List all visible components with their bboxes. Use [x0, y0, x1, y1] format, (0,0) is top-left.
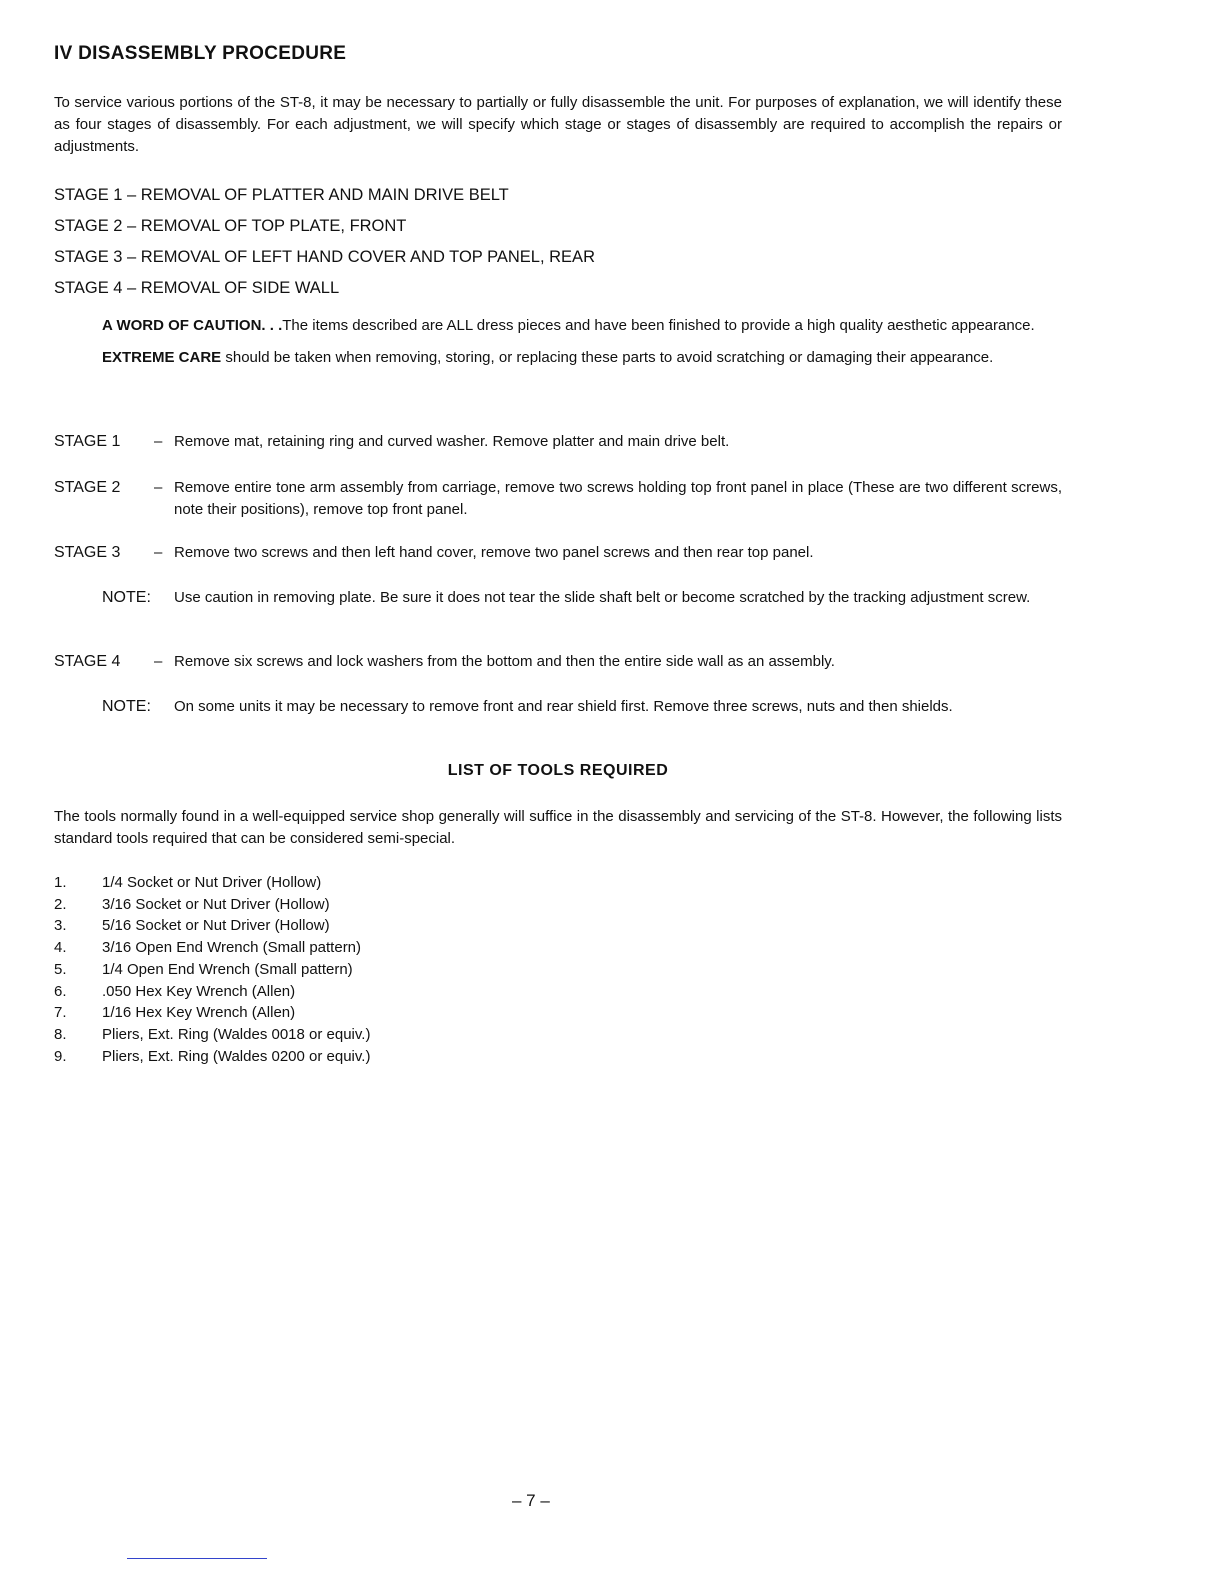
caution-lead: A WORD OF CAUTION. . .: [102, 317, 283, 334]
list-item: [54, 959, 370, 981]
step-text: Remove entire tone arm assembly from carriage, remove two screws holding top front panel in place (These are two different screws, note their positions), remove top front panel.: [174, 479, 1062, 518]
stage-heading: STAGE 4 – REMOVAL OF SIDE WALL: [54, 279, 340, 297]
list-item-number: 2.: [54, 895, 67, 913]
list-item: [54, 1002, 370, 1024]
step-dash: –: [154, 544, 163, 561]
list-item: [54, 894, 370, 916]
step-text: Remove two screws and then left hand cover, remove two panel screws and then rear top panel.: [174, 544, 814, 561]
stage-heading: STAGE 1 – REMOVAL OF PLATTER AND MAIN DRIVE BELT: [54, 186, 509, 204]
stage-heading: STAGE 3 – REMOVAL OF LEFT HAND COVER AND TOP PANEL, REAR: [54, 248, 595, 266]
step-text: Remove six screws and lock washers from the bottom and then the entire side wall as an assembly.: [174, 653, 835, 670]
list-item-text: 1/4 Open End Wrench (Small pattern): [102, 960, 353, 978]
list-item: [54, 872, 370, 894]
list-item-number: 6.: [54, 982, 67, 1000]
step-text: Remove mat, retaining ring and curved washer. Remove platter and main drive belt.: [174, 433, 730, 450]
list-item-text: 1/4 Socket or Nut Driver (Hollow): [102, 874, 322, 891]
stages-list: [54, 180, 595, 304]
list-item-number: 1.: [54, 874, 67, 891]
list-item: [54, 1024, 370, 1046]
list-item-number: 7.: [54, 1004, 67, 1022]
list-item: [54, 915, 370, 937]
page-number: – 7 –: [512, 1491, 550, 1510]
list-item-text: Pliers, Ext. Ring (Waldes 0018 or equiv.): [102, 1025, 371, 1043]
stage-step: [54, 477, 1062, 521]
extreme-care-paragraph: [102, 347, 1062, 369]
note-text: Use caution in removing plate. Be sure it does not tear the slide shaft belt or become scratched by the tracking adjustment screw.: [174, 589, 1031, 606]
caution-block: [102, 315, 1062, 379]
step-label: STAGE 4: [54, 653, 121, 670]
stage-step: [54, 542, 1062, 564]
list-item-number: 9.: [54, 1047, 67, 1065]
note-text: On some units it may be necessary to remove front and rear shield first. Remove three screws, nuts and then shields.: [174, 698, 953, 715]
list-item-number: 5.: [54, 960, 67, 978]
step-label: STAGE 2: [54, 479, 121, 496]
section-title: IV DISASSEMBLY PROCEDURE: [54, 43, 347, 64]
list-item-text: 3/16 Socket or Nut Driver (Hollow): [102, 895, 330, 913]
list-item-text: 1/16 Hex Key Wrench (Allen): [102, 1004, 296, 1022]
tools-intro-paragraph: The tools normally found in a well-equipped service shop generally will suffice in the disassembly and servicing of the ST-8. However, the following lists standard tools required that can be considered semi-special.: [54, 808, 1062, 847]
step-label: STAGE 1: [54, 433, 121, 450]
extreme-care-text: should be taken when removing, storing, or replacing these parts to avoid scratching or damaging their appearance.: [221, 349, 994, 366]
list-item-number: 8.: [54, 1025, 67, 1043]
stage-heading: STAGE 2 – REMOVAL OF TOP PLATE, FRONT: [54, 217, 407, 235]
list-item: [54, 937, 370, 959]
list-item-text: Pliers, Ext. Ring (Waldes 0200 or equiv.): [102, 1047, 371, 1065]
note-label: NOTE:: [102, 698, 151, 715]
caution-paragraph: [102, 315, 1062, 337]
caution-text: The items described are ALL dress pieces and have been finished to provide a high quality aesthetic appearance.: [282, 317, 1035, 334]
note-label: NOTE:: [102, 589, 151, 606]
list-item: [54, 981, 370, 1003]
list-item-text: 3/16 Open End Wrench (Small pattern): [102, 939, 362, 957]
note: [102, 587, 1062, 609]
step-label: STAGE 3: [54, 544, 121, 561]
step-dash: –: [154, 653, 163, 670]
extreme-care-lead: EXTREME CARE: [102, 349, 222, 366]
tools-heading: LIST OF TOOLS REQUIRED: [447, 762, 669, 779]
list-item-number: 4.: [54, 939, 67, 957]
note: [102, 696, 1062, 718]
step-dash: –: [154, 433, 163, 450]
list-item-number: 3.: [54, 917, 67, 935]
intro-paragraph: To service various portions of the ST-8, it may be necessary to partially or fully disassemble the unit. For purposes of explanation, we will identify these as four stages of disassembly. For each adjustment, we will specify which stage or stages of disassembly are required to accomplish the repairs or adjustments.: [54, 94, 1062, 155]
footer-divider: [127, 1558, 267, 1559]
list-item-text: 5/16 Socket or Nut Driver (Hollow): [102, 917, 330, 935]
tools-list: [54, 872, 370, 1067]
step-dash: –: [154, 479, 163, 496]
stage-step: [54, 651, 1062, 673]
stage-step: [54, 431, 1062, 453]
list-item: [54, 1046, 370, 1068]
list-item-text: .050 Hex Key Wrench (Allen): [102, 982, 296, 1000]
